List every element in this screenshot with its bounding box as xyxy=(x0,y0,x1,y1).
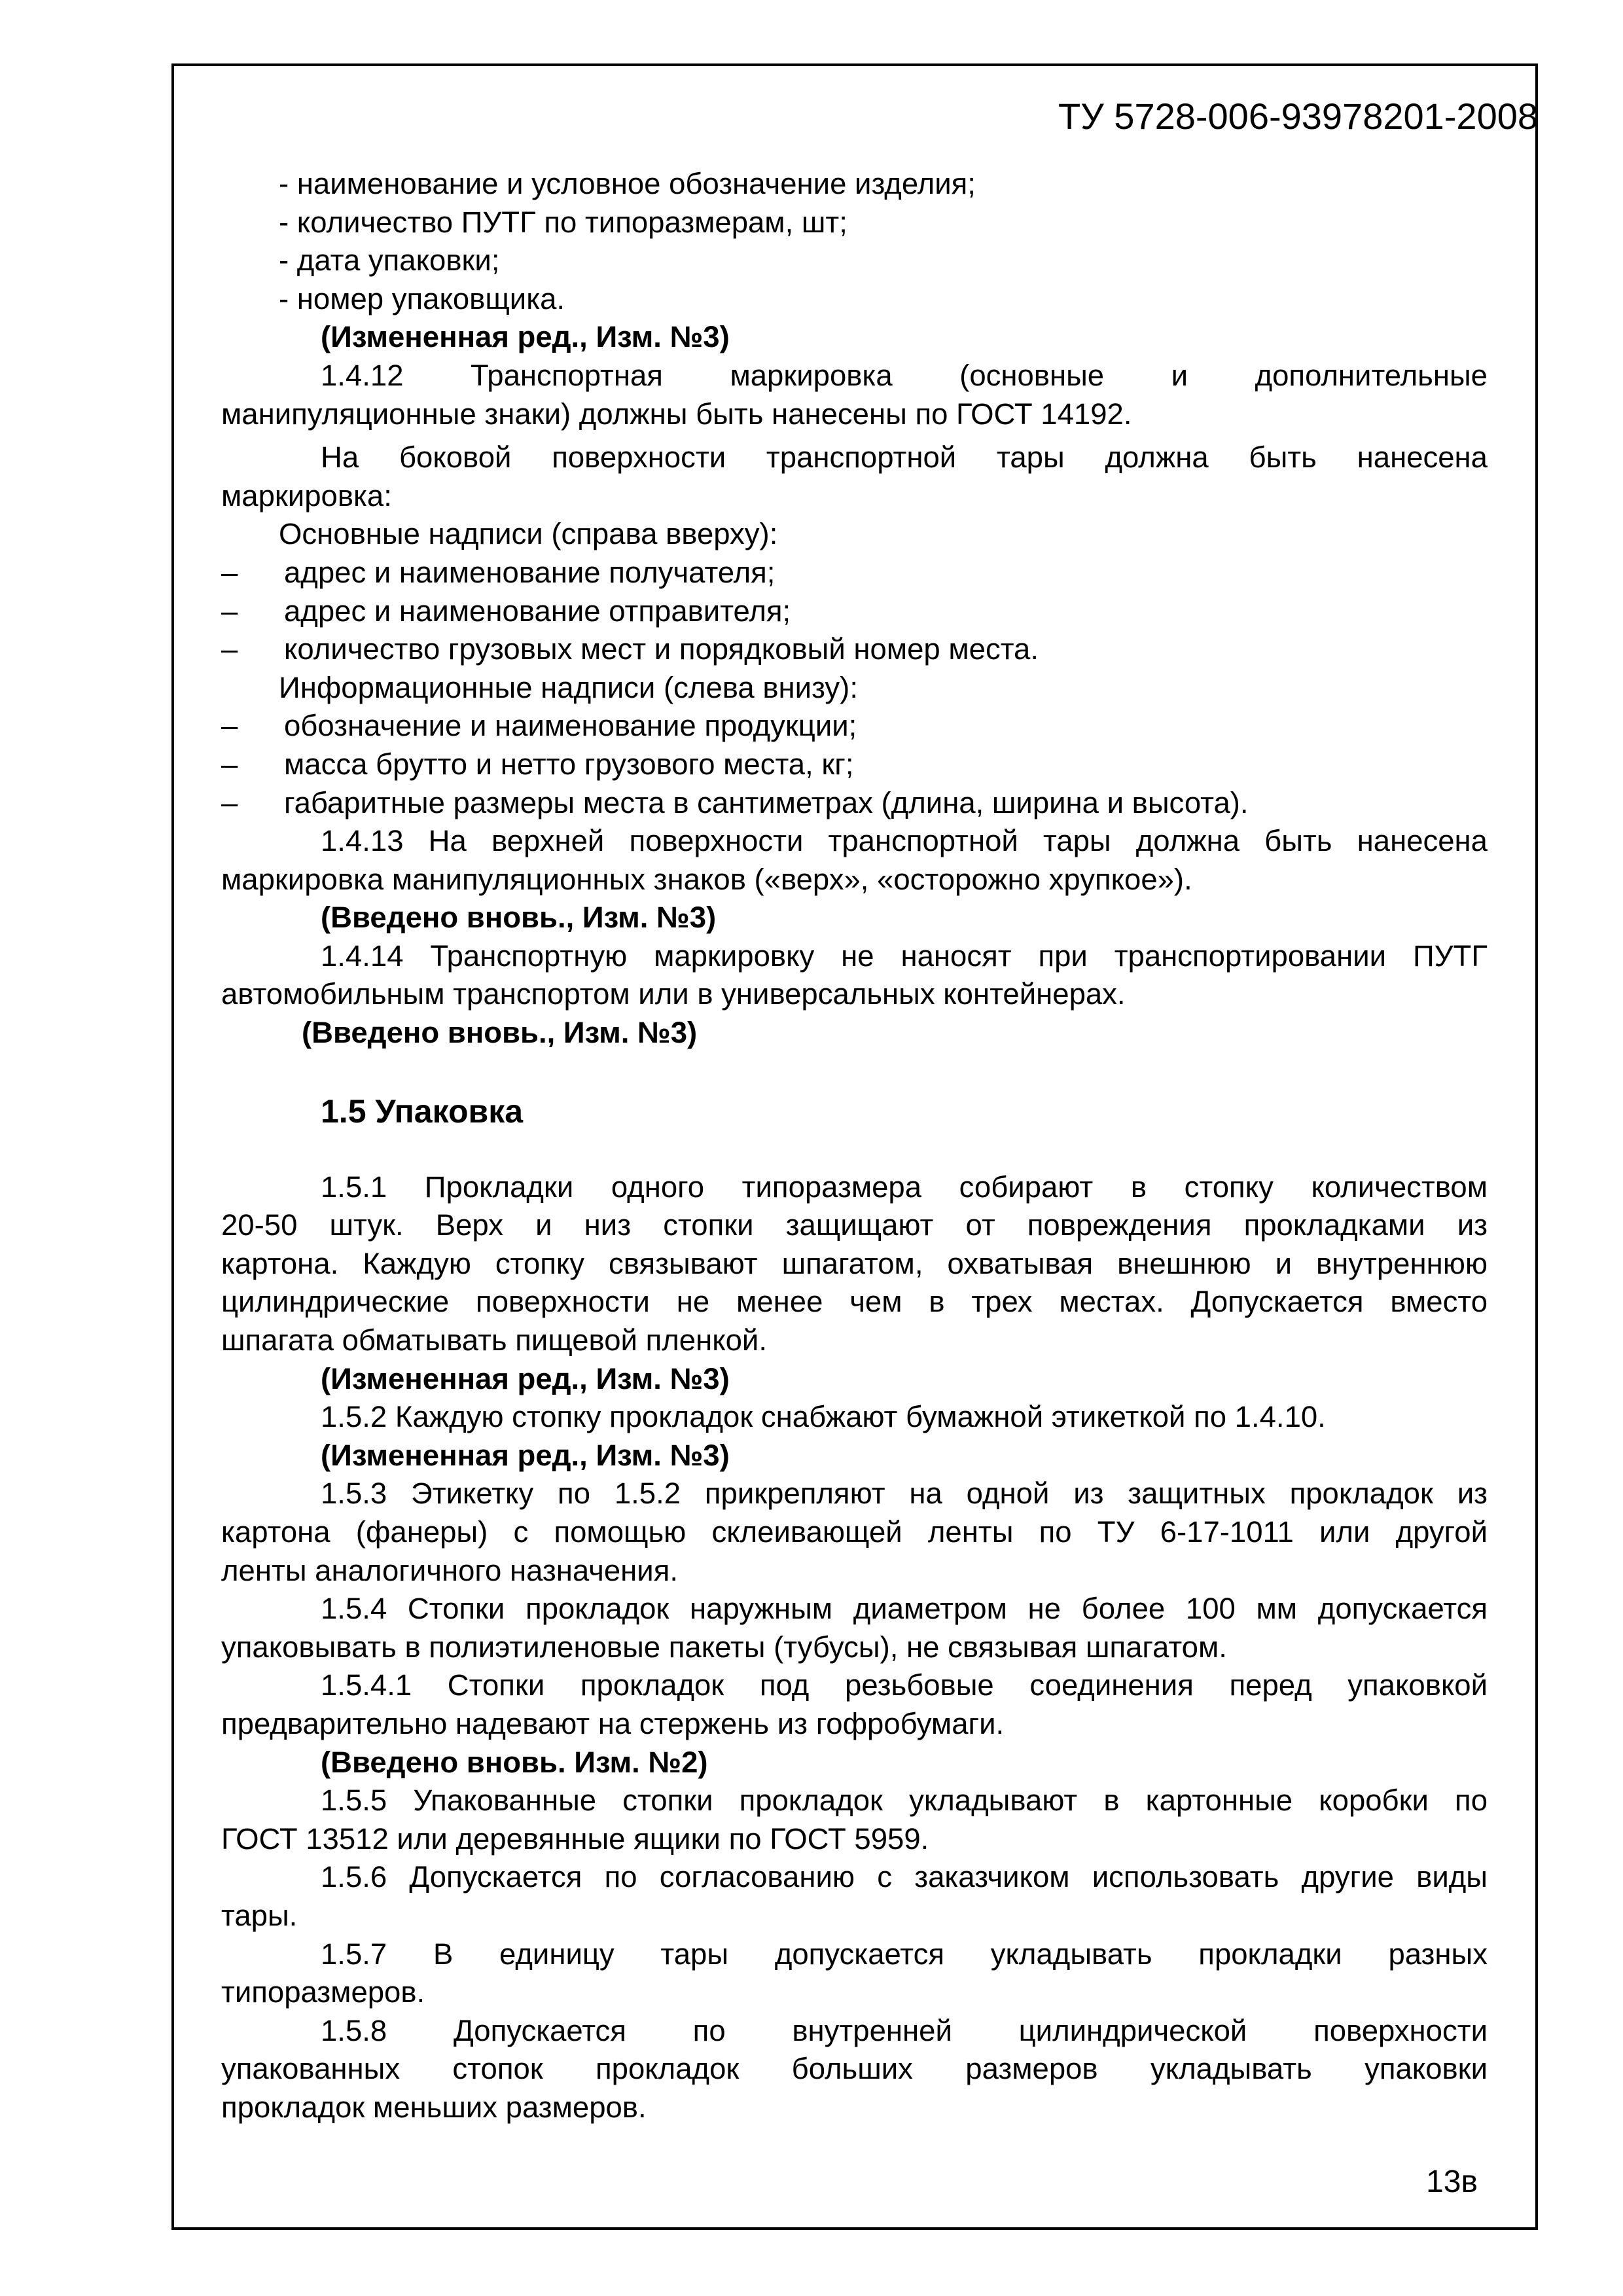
paragraph-line: картона. Каждую стопку связывают шпагатом, охватывая внешнюю и внутреннюю xyxy=(221,1246,1488,1280)
list-item-text: адрес и наименование отправителя; xyxy=(284,594,791,628)
subheading: Информационные надписи (слева внизу): xyxy=(279,670,858,704)
paragraph-line: 1.5.3 Этикетку по 1.5.2 прикрепляют на одной из защитных прокладок из xyxy=(321,1477,1488,1511)
list-item: - наименование и условное обозначение изделия; xyxy=(279,167,976,200)
paragraph-line: автомобильным транспортом или в универсальных контейнерах. xyxy=(221,977,1126,1011)
paragraph-line: цилиндрические поверхности не менее чем в трех местах. Допускается вместо xyxy=(221,1285,1488,1319)
list-item-text: обозначение и наименование продукции; xyxy=(284,709,857,743)
amendment-note: (Введено вновь. Изм. №2) xyxy=(321,1745,708,1779)
paragraph-line: манипуляционные знаки) должны быть нанесены по ГОСТ 14192. xyxy=(221,397,1132,431)
paragraph-line: 1.5.2 Каждую стопку прокладок снабжают бумажной этикеткой по 1.4.10. xyxy=(321,1400,1326,1434)
paragraph-line: тары. xyxy=(221,1898,298,1932)
list-item: - количество ПУТГ по типоразмерам, шт; xyxy=(279,205,847,239)
section-heading: 1.5 Упаковка xyxy=(321,1092,524,1130)
dash-mark: – xyxy=(221,555,238,589)
dash-mark: – xyxy=(221,747,238,781)
paragraph-line: 1.4.14 Транспортную маркировку не наносят при транспортировании ПУТГ xyxy=(321,939,1488,973)
paragraph-line: 1.4.12 Транспортная маркировка (основные и дополнительные xyxy=(321,358,1488,392)
paragraph-line: 1.5.1 Прокладки одного типоразмера собирают в стопку количеством xyxy=(321,1170,1488,1204)
amendment-note: (Измененная ред., Изм. №3) xyxy=(321,1438,730,1472)
dash-mark: – xyxy=(221,632,238,666)
dash-mark: – xyxy=(221,594,238,628)
paragraph-line: ГОСТ 13512 или деревянные ящики по ГОСТ 5959. xyxy=(221,1821,929,1856)
paragraph-line: предварительно надевают на стержень из гофробумаги. xyxy=(221,1706,1005,1740)
amendment-note: (Введено вновь., Изм. №3) xyxy=(321,901,717,935)
paragraph-line: прокладок меньших размеров. xyxy=(221,2090,647,2124)
list-item: - дата упаковки; xyxy=(279,243,500,278)
list-item xyxy=(221,630,1488,669)
list-item-text: количество грузовых мест и порядковый номер места. xyxy=(284,632,1039,666)
list-item: - номер упаковщика. xyxy=(279,281,565,315)
paragraph-line: 1.4.13 На верхней поверхности транспортной тары должна быть нанесена xyxy=(321,824,1488,858)
paragraph-line: шпагата обматывать пищевой пленкой. xyxy=(221,1323,767,1357)
list-item xyxy=(221,745,1488,784)
dash-mark: – xyxy=(221,709,238,743)
paragraph-line: 1.5.4.1 Стопки прокладок под резьбовые соединения перед упаковкой xyxy=(321,1668,1488,1702)
paragraph-line: типоразмеров. xyxy=(221,1975,425,2009)
paragraph-line: На боковой поверхности транспортной тары должна быть нанесена xyxy=(321,440,1488,475)
dash-mark: – xyxy=(221,785,238,819)
subheading: Основные надписи (справа вверху): xyxy=(279,517,778,551)
document-code: ТУ 5728-006-93978201-2008 xyxy=(1058,96,1538,137)
paragraph-line: 1.5.8 Допускается по внутренней цилиндрической поверхности xyxy=(321,2013,1488,2047)
list-item-text: адрес и наименование получателя; xyxy=(284,555,776,589)
paragraph-line: маркировка манипуляционных знаков («верх», «осторожно хрупкое»). xyxy=(221,862,1192,896)
list-item xyxy=(221,592,1488,631)
document-body xyxy=(221,165,1488,2127)
paragraph-line: маркировка: xyxy=(221,478,392,512)
paragraph-line: 20-50 штук. Верх и низ стопки защищают от повреждения прокладками из xyxy=(221,1208,1488,1242)
paragraph-line: упаковывать в полиэтиленовые пакеты (тубусы), не связывая шпагатом. xyxy=(221,1630,1227,1664)
paragraph-line: 1.5.5 Упакованные стопки прокладок укладывают в картонные коробки по xyxy=(321,1784,1488,1818)
list-item xyxy=(221,707,1488,745)
amendment-note: (Измененная ред., Изм. №3) xyxy=(321,320,730,354)
paragraph-line: 1.5.7 В единицу тары допускается укладывать прокладки разных xyxy=(321,1937,1488,1971)
paragraph-line: ленты аналогичного назначения. xyxy=(221,1553,679,1587)
paragraph-line: 1.5.6 Допускается по согласованию с заказчиком использовать другие виды xyxy=(321,1860,1488,1894)
paragraph-line: упакованных стопок прокладок больших размеров укладывать упаковки xyxy=(221,2052,1488,2086)
paragraph-line: картона (фанеры) с помощью склеивающей ленты по ТУ 6-17-1011 или другой xyxy=(221,1515,1488,1549)
list-item xyxy=(221,554,1488,592)
list-item xyxy=(221,784,1488,823)
list-item-text: габаритные размеры места в сантиметрах (длина, ширина и высота). xyxy=(284,785,1249,819)
page-number: 13в xyxy=(1426,2164,1478,2199)
list-item-text: масса брутто и нетто грузового места, кг; xyxy=(284,747,854,781)
amendment-note: (Измененная ред., Изм. №3) xyxy=(321,1361,730,1395)
amendment-note: (Введено вновь., Изм. №3) xyxy=(302,1016,698,1050)
paragraph-line: 1.5.4 Стопки прокладок наружным диаметром не более 100 мм допускается xyxy=(321,1592,1488,1626)
